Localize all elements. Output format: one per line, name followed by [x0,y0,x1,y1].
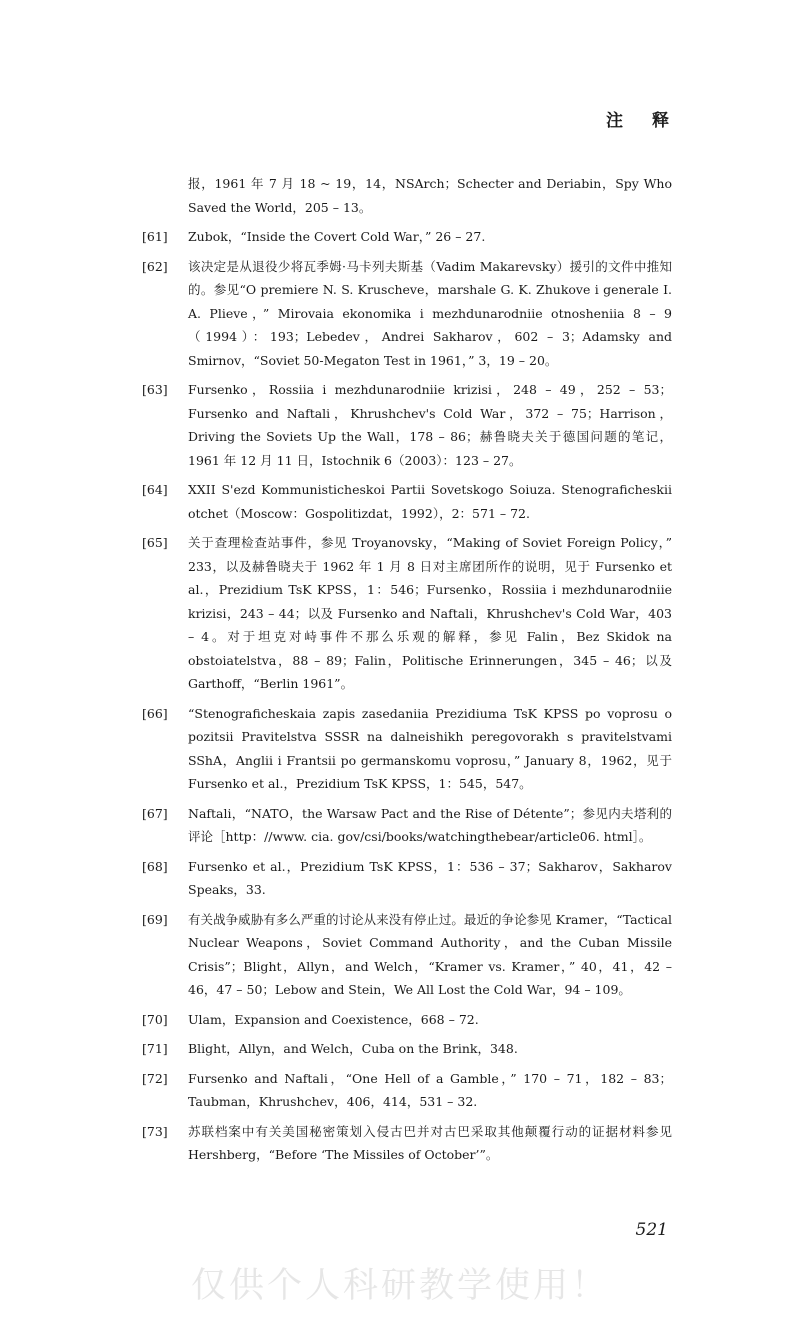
note-number: [61] [142,229,168,244]
note-70 [142,1008,672,1032]
note-text: Fursenko，Rossiia i mezhdunarodniie krizisi，248 – 49，252 – 53；Fursenko and Naftali，Khrushchev's Cold War，372 – 75；Harrison，Driving the Soviets Up the Wall，178 – 86；赫鲁晓夫关于德国问题的笔记，1961 年 12 月 11 日，Istochnik 6（2003）：123 – 27。 [188,382,672,468]
note-65 [142,531,672,696]
note-text: Naftali，“NATO，the Warsaw Pact and the Rise of Détente”；参见内夫塔利的评论［http：//www. cia. gov/csi/books/watchingthebear/article06. html］。 [188,805,672,844]
note-text: 该决定是从退役少将瓦季姆·马卡列夫斯基（Vadim Makarevsky）援引的文件中推知的。参见“O premiere N. S. Kruscheve，marshale G. K. Zhukove i generale I. A. Plieve，” Mirovaia ekonomika i mezhdunarodniie otnosheniia 8 – 9（1994）：193；Lebedev，Andrei Sakharov，602 – 3；Adamsky and Smirnov，“Soviet 50-Megaton Test in 1961，” 3，19 – 20。 [188,258,672,368]
note-number: [68] [142,858,168,874]
note-text: 关于查理检查站事件，参见 Troyanovsky，“Making of Soviet Foreign Policy，” 233，以及赫鲁晓夫于 1962 年 1 月 8 日对主席团所作的说明，见于 Fursenko et al.，Prezidium TsK KPSS，1：546；Fursenko，Rossiia i mezhdunarodniie krizisi，243 – 44；以及 Fursenko and Naftali，Khrushchev's Cold War，403 – 4。对于坦克对峙事件不那么乐观的解释，参见 Falin，Bez Skidok na obstoiatelstva，88 – 89；Falin，Politische Erinnerungen，345 – 46；以及 Garthoff，“Berlin 1961”。 [188,535,672,691]
note-67 [142,802,672,849]
note-number: [64] [142,482,168,497]
note-63 [142,378,672,472]
note-number: [67] [142,805,168,821]
note-71 [142,1037,672,1061]
running-header: 注 释 [606,111,675,131]
note-number: [66] [142,705,168,721]
page-number: 521 [635,1220,668,1240]
note-number: [69] [142,911,168,927]
note-62 [142,255,672,373]
note-text: 苏联档案中有关美国秘密策划入侵古巴并对古巴采取其他颠覆行动的证据材料参见 Hershberg，“Before ‘The Missiles of October’”。 [188,1123,672,1162]
notes-list [142,172,672,1173]
note-text: 有关战争威胁有多么严重的讨论从来没有停止过。最近的争论参见 Kramer，“Tactical Nuclear Weapons，Soviet Command Authority，and the Cuban Missile Crisis”；Blight，Allyn，and Welch，“Kramer vs. Kramer，” 40，41，42 – 46，47 – 50；Lebow and Stein，We All Lost the Cold War，94 – 109。 [188,911,672,997]
note-number: [72] [142,1070,168,1086]
note-text: Zubok，“Inside the Covert Cold War，” 26 – 27. [188,229,486,244]
note-number: [73] [142,1123,168,1139]
note-number: [70] [142,1011,168,1027]
note-text: Blight，Allyn，and Welch，Cuba on the Brink，348. [188,1041,518,1056]
note-number: [63] [142,382,168,397]
note-continuation: 报，1961 年 7 月 18 ~ 19，14，NSArch；Schecter and Deriabin，Spy Who Saved the World，205 – 13。 [188,176,672,215]
note-64 [142,478,672,525]
note-number: [71] [142,1041,168,1056]
note-72 [142,1067,672,1114]
note-text: XXII S'ezd Kommunisticheskoi Partii Sovetskogo Soiuza. Stenograficheskii otchet（Moscow：Gospolitizdat，1992），2：571 – 72. [188,482,672,521]
note-66 [142,702,672,796]
note-number: [62] [142,258,168,274]
note-69 [142,908,672,1002]
note-text: “Stenograficheskaia zapis zasedaniia Prezidiuma TsK KPSS po voprosu o pozitsii Pravitelstva SSSR na dalneishikh peregovorakh s pravitelstvami SShA，Anglii i Frantsii po germanskomu voprosu，” January 8，1962，见于 Fursenko et al.，Prezidium TsK KPSS，1：545，547。 [188,705,672,791]
note-text: Ulam，Expansion and Coexistence，668 – 72. [188,1011,479,1027]
note-61 [142,225,672,249]
note-text: Fursenko and Naftali，“One Hell of a Gamble，” 170 – 71，182 – 83；Taubman，Khrushchev，406，414，531 – 32. [188,1070,672,1109]
note-68 [142,855,672,902]
watermark: 仅供个人科研教学使用！ [190,1266,609,1306]
note-73 [142,1120,672,1167]
note-text: Fursenko et al.，Prezidium TsK KPSS，1：536 – 37；Sakharov，Sakharov Speaks，33. [188,858,672,897]
note-number: [65] [142,535,168,550]
